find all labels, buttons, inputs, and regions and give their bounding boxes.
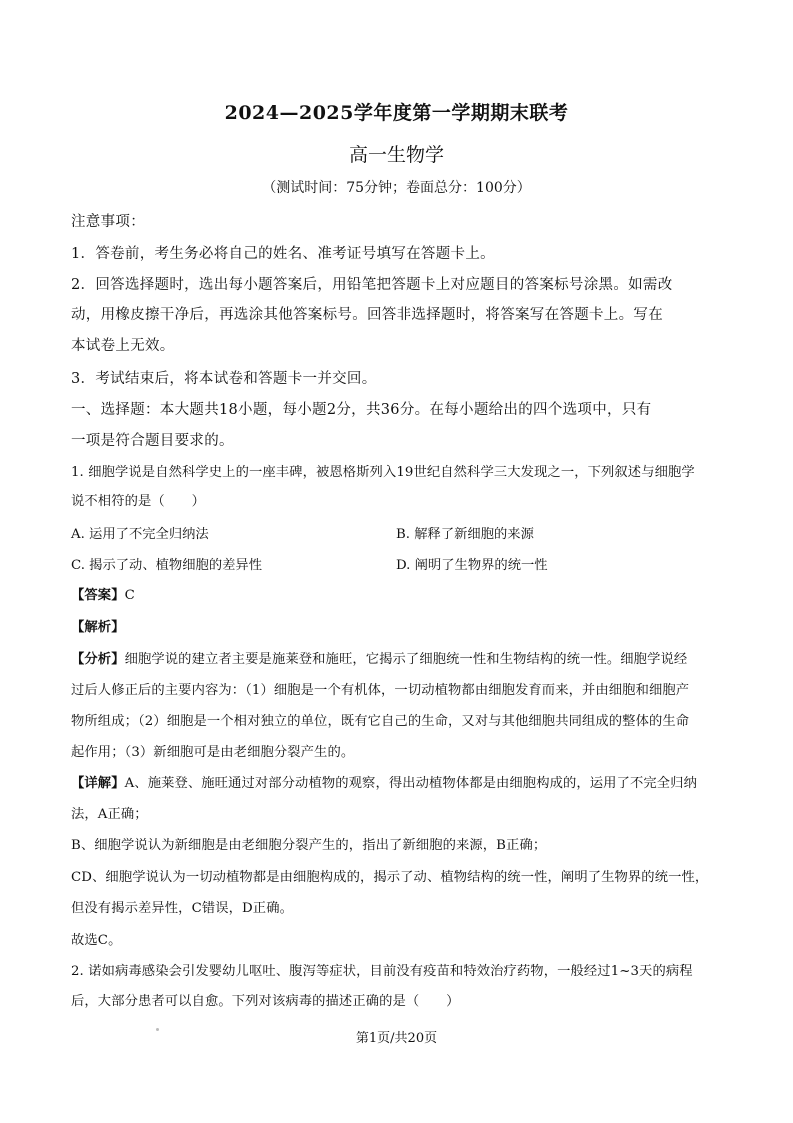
q1-xiangjie-line3: B、细胞学说认为新细胞是由老细胞分裂产生的，指出了新细胞的来源，B正确； <box>71 838 547 853</box>
q1-stem-line2: 说不相符的是（ ） <box>71 494 205 509</box>
exam-subject: 高一生物学 <box>348 144 444 166</box>
q1-option-b: B. 解释了新细胞的来源 <box>396 527 534 542</box>
exam-title: 2024—2025学年度第一学期期末联考 <box>224 102 569 124</box>
q1-xiangjie-line1 <box>71 772 731 791</box>
answer-tag: 【答案】 <box>71 588 125 603</box>
q1-fenxi-line3: 物所组成；（2）细胞是一个相对独立的单位，既有它自己的生命，又对与其他细胞共同组成的整体的生命 <box>71 714 690 729</box>
note-item: 本试卷上无效。 <box>71 338 175 354</box>
q1-xiangjie-line2: 法，A正确； <box>71 807 148 822</box>
q1-analysis-tag <box>71 616 731 635</box>
section-heading-line1: 一、选择题：本大题共18小题，每小题2分，共36分。在每小题给出的四个选项中，只有 <box>71 402 652 418</box>
q1-fenxi-line1 <box>71 648 731 667</box>
xiangjie-text: A、施莱登、施旺通过对部分动植物的观察，得出动植物体都是由细胞构成的，运用了不完全归纳 <box>124 776 697 791</box>
q1-answer <box>71 584 731 603</box>
q1-option-a: A. 运用了不完全归纳法 <box>71 527 209 542</box>
q1-option-c: C. 揭示了动、植物细胞的差异性 <box>71 558 263 573</box>
section-heading-line2: 一项是符合题目要求的。 <box>71 433 234 449</box>
note-item: 3．考试结束后，将本试卷和答题卡一并交回。 <box>71 371 377 387</box>
note-item: 2．回答选择题时，选出每小题答案后，用铅笔把答题卡上对应题目的答案标号涂黑。如需改 <box>71 277 673 293</box>
q1-xiangjie-line5: 但没有揭示差异性，C错误，D正确。 <box>71 901 293 916</box>
xiangjie-tag: 【详解】 <box>71 776 125 791</box>
notes-heading: 注意事项： <box>71 214 145 230</box>
q1-fenxi-line2: 过后人修正后的主要内容为：（1）细胞是一个有机体，一切动植物都由细胞发育而来，并由细胞和细胞产 <box>71 683 690 698</box>
note-item: 动，用橡皮擦干净后，再选涂其他答案标号。回答非选择题时，将答案写在答题卡上。写在 <box>71 307 663 323</box>
q1-fenxi-line4: 起作用；（3）新细胞可是由老细胞分裂产生的。 <box>71 745 355 760</box>
fenxi-tag: 【分析】 <box>71 652 125 667</box>
fenxi-text: 细胞学说的建立者主要是施莱登和施旺，它揭示了细胞统一性和生物结构的统一性。细胞学说经 <box>124 652 688 667</box>
q1-conclusion: 故选C。 <box>71 933 122 948</box>
analysis-tag: 【解析】 <box>71 620 125 635</box>
q2-stem-line1: 2. 诺如病毒感染会引发婴幼儿呕吐、腹泻等症状，目前没有疫苗和特效治疗药物，一般经过1~3天的病程 <box>71 964 693 979</box>
answer-value: C <box>124 588 135 603</box>
page-footer: 第1页/共20页 <box>355 1031 438 1046</box>
exam-info: （测试时间：75分钟；卷面总分：100分） <box>262 180 531 196</box>
q1-option-d: D. 阐明了生物界的统一性 <box>396 558 548 573</box>
note-item: 1．答卷前，考生务必将自己的姓名、准考证号填写在答题卡上。 <box>71 246 495 262</box>
q1-stem-line1: 1. 细胞学说是自然科学史上的一座丰碑，被恩格斯列入19世纪自然科学三大发现之一，下列叙述与细胞学 <box>71 465 695 480</box>
q2-stem-line2: 后，大部分患者可以自愈。下列对该病毒的描述正确的是（ ） <box>71 994 460 1009</box>
q1-xiangjie-line4: CD、细胞学说认为一切动植物都是由细胞构成的，揭示了动、植物结构的统一性，阐明了生物界的统一性， <box>71 870 709 885</box>
